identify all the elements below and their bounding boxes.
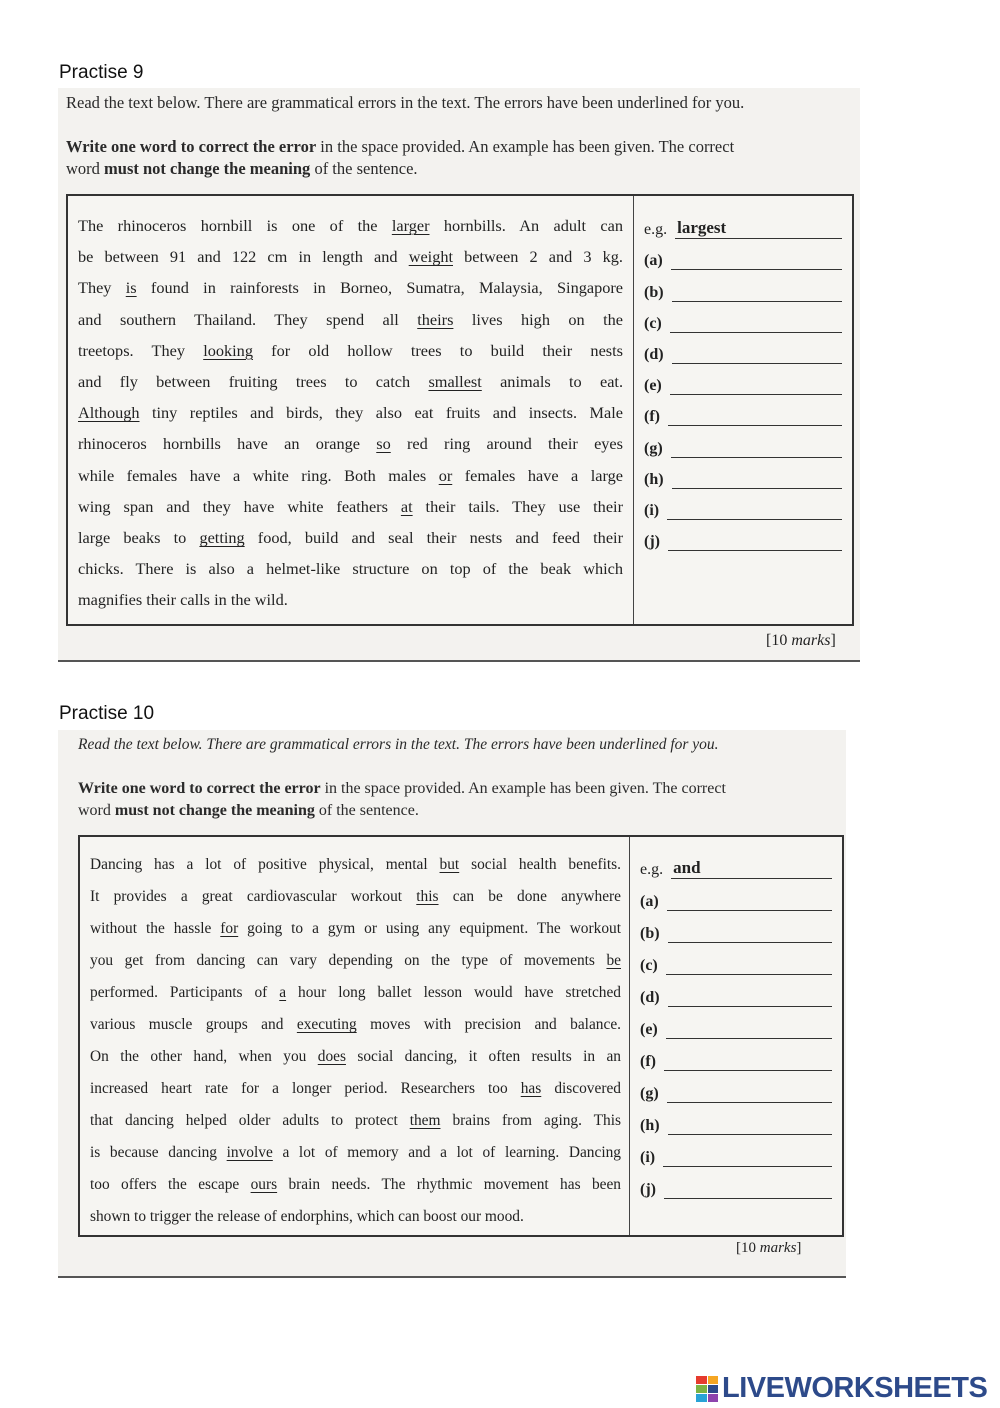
- answer-blank[interactable]: [670, 314, 842, 333]
- answer-blank[interactable]: [668, 407, 842, 426]
- practise-9-answer-column: [634, 196, 852, 624]
- passage-line: [78, 397, 623, 428]
- liveworksheets-logo-icon: [696, 1376, 718, 1402]
- instruction-bold: must not change the meaning: [114, 802, 315, 819]
- passage-text: large beaks to: [78, 528, 200, 548]
- passage-text: rhinoceros hornbills have an orange: [78, 434, 377, 454]
- passage-text: without the hassle: [90, 920, 221, 937]
- passage-text: Dancing has a lot of positive physical, mental: [90, 856, 440, 873]
- underlined-error-word: at: [400, 496, 413, 516]
- underlined-error-word: them: [409, 1112, 441, 1129]
- answer-blank[interactable]: [671, 251, 842, 270]
- answer-blank[interactable]: [667, 892, 832, 911]
- passage-line: [78, 241, 623, 272]
- practise-9-exercise-box: [66, 194, 854, 626]
- answer-blank[interactable]: [666, 956, 832, 975]
- practise-9-heading: Practise 9: [59, 62, 144, 83]
- example-row: [644, 208, 842, 239]
- passage-line: [90, 913, 621, 945]
- passage-text: lives high on the: [453, 309, 623, 329]
- passage-text: chicks. There is also a helmet-like structure on top of the beak which: [78, 559, 623, 579]
- passage-line: [90, 1137, 621, 1169]
- liveworksheets-logo-text: LIVEWORKSHEETS: [722, 1372, 988, 1404]
- passage-line: [78, 584, 623, 615]
- underlined-error-word: does: [317, 1048, 346, 1065]
- underlined-error-word: a: [279, 984, 287, 1001]
- underlined-error-word: smallest: [428, 372, 482, 392]
- passage-text: and fly between fruiting trees to catch: [78, 372, 429, 392]
- answer-row-i: [640, 1135, 832, 1167]
- instruction-text: word: [78, 802, 115, 819]
- underlined-error-word: involve: [226, 1144, 273, 1161]
- passage-text: animals to eat.: [481, 372, 623, 392]
- answer-label: (a): [644, 252, 663, 270]
- liveworksheets-logo: [696, 1372, 987, 1405]
- practise-10-heading: Practise 10: [59, 703, 155, 724]
- logo-square: [708, 1385, 719, 1393]
- underlined-error-word: getting: [199, 528, 245, 548]
- answer-label: (e): [644, 377, 662, 395]
- passage-text: for old hollow trees to build their nests: [252, 340, 623, 360]
- logo-square: [696, 1385, 707, 1393]
- logo-square: [708, 1394, 719, 1402]
- passage-text: be between 91 and 122 cm in length and: [78, 247, 409, 267]
- answer-row-e: [644, 364, 842, 395]
- underlined-error-word: but: [439, 856, 460, 873]
- example-answer: largest: [675, 220, 842, 239]
- passage-text: while females have a white ring. Both males: [78, 465, 439, 485]
- answer-row-a: [640, 879, 832, 911]
- passage-line: [90, 1105, 621, 1137]
- practise-9-bottom-rule: [58, 660, 860, 662]
- answer-row-e: [640, 1007, 832, 1039]
- underlined-error-word: executing: [296, 1016, 357, 1033]
- passage-text: performed. Participants of: [90, 984, 280, 1001]
- passage-text: wing span and they have white feathers: [78, 496, 401, 516]
- underlined-error-word: larger: [391, 216, 430, 235]
- underlined-error-word: looking: [203, 340, 253, 360]
- passage-text: females have a large: [452, 465, 623, 485]
- instruction-text: of the sentence.: [314, 802, 419, 819]
- underlined-error-word: theirs: [417, 309, 454, 329]
- passage-text: you get from dancing can vary depending on the type of movements: [90, 952, 607, 969]
- answer-label: (f): [640, 1053, 656, 1070]
- practise-10-instruction-1: Read the text below. There are grammatical errors in the text. The errors have been underlined for you.: [78, 736, 719, 753]
- passage-line: [78, 272, 623, 303]
- passage-text: magnifies their calls in the wild.: [78, 590, 288, 610]
- answer-blank[interactable]: [672, 283, 842, 302]
- instruction-bold: Write one word to correct the error: [66, 137, 317, 156]
- passage-text: going to a gym or using any equipment. The workout: [238, 920, 621, 937]
- answer-row-b: [640, 911, 832, 943]
- logo-square: [708, 1376, 719, 1384]
- marks-text: [10: [766, 632, 792, 649]
- passage-text: too offers the escape: [90, 1176, 251, 1193]
- practise-10-answer-column: [630, 837, 842, 1235]
- answer-row-j: [644, 520, 842, 551]
- practise-10-exercise-box: [78, 835, 844, 1237]
- passage-text: increased heart rate for a longer period. Researchers too: [90, 1080, 521, 1097]
- answer-blank[interactable]: [672, 345, 842, 364]
- answer-label: (j): [640, 1181, 656, 1198]
- answer-label: (d): [640, 989, 660, 1006]
- answer-row-c: [640, 943, 832, 975]
- instruction-text: of the sentence.: [310, 159, 418, 178]
- answer-row-f: [644, 395, 842, 426]
- answer-blank[interactable]: [668, 988, 832, 1007]
- answer-row-i: [644, 489, 842, 520]
- passage-line: [90, 945, 621, 977]
- practise-10-instruction-2: [78, 778, 838, 822]
- marks-word: marks: [759, 1240, 797, 1256]
- answer-row-g: [640, 1071, 832, 1103]
- underlined-error-word: weight: [408, 247, 453, 267]
- answer-blank[interactable]: [667, 1084, 832, 1103]
- passage-text: found in rainforests in Borneo, Sumatra, Malaysia, Singapore: [136, 278, 623, 298]
- practise-9-marks: [766, 632, 836, 650]
- passage-text: treetops. They: [78, 340, 204, 360]
- example-row: [640, 847, 832, 879]
- answer-label: (e): [640, 1021, 658, 1038]
- passage-text: hornbills. An adult can: [429, 216, 623, 235]
- passage-text: food, build and seal their nests and feed their: [244, 528, 623, 548]
- example-answer: and: [671, 860, 832, 879]
- answer-blank[interactable]: [663, 1148, 832, 1167]
- answer-row-d: [644, 333, 842, 364]
- passage-line: [78, 366, 623, 397]
- passage-line: [90, 977, 621, 1009]
- passage-text: tiny reptiles and birds, they also eat fruits and insects. Male: [139, 403, 623, 423]
- passage-text: their tails. They use their: [412, 496, 623, 516]
- practise-10-passage: [80, 837, 630, 1235]
- underlined-error-word: this: [416, 888, 439, 905]
- answer-label: (c): [640, 957, 658, 974]
- underlined-error-word: has: [520, 1080, 542, 1097]
- passage-line: [78, 335, 623, 366]
- answer-label: (g): [644, 439, 663, 457]
- instruction-text: in the space provided. An example has been given. The correct: [316, 137, 735, 156]
- passage-text: shown to trigger the release of endorphins, which can boost our mood.: [90, 1208, 524, 1225]
- answer-row-c: [644, 302, 842, 333]
- passage-text: between 2 and 3 kg.: [453, 247, 623, 267]
- answer-row-g: [644, 426, 842, 457]
- answer-label: e.g.: [644, 221, 668, 239]
- practise-9-instruction-1: Read the text below. There are grammatical errors in the text. The errors have been underlined for you.: [66, 93, 745, 112]
- underlined-error-word: for: [220, 920, 239, 937]
- passage-line: [78, 304, 623, 335]
- answer-blank[interactable]: [667, 501, 842, 520]
- practise-10-marks: [736, 1240, 801, 1257]
- answer-row-j: [640, 1167, 832, 1199]
- underlined-error-word: so: [376, 434, 391, 454]
- answer-label: (a): [640, 893, 659, 910]
- passage-text: is because dancing: [90, 1144, 227, 1161]
- answer-row-a: [644, 239, 842, 270]
- passage-line: [78, 491, 623, 522]
- answer-blank[interactable]: [668, 924, 832, 943]
- instruction-bold: must not change the meaning: [104, 159, 311, 178]
- answer-blank[interactable]: [666, 1020, 832, 1039]
- passage-text: discovered: [541, 1080, 621, 1097]
- answer-row-f: [640, 1039, 832, 1071]
- practise-10-bottom-rule: [58, 1276, 846, 1278]
- practise-9-instruction-2: [66, 136, 856, 180]
- answer-label: (c): [644, 314, 662, 332]
- instruction-text: in the space provided. An example has been given. The correct: [320, 780, 726, 797]
- answer-blank[interactable]: [671, 439, 842, 458]
- answer-blank[interactable]: [668, 1116, 832, 1135]
- marks-text: ]: [796, 1240, 802, 1256]
- marks-text: ]: [830, 632, 836, 649]
- passage-text: and southern Thailand. They spend all: [78, 309, 418, 329]
- answer-label: (b): [640, 925, 660, 942]
- passage-line: [78, 522, 623, 553]
- answer-label: (h): [644, 470, 664, 488]
- underlined-error-word: ours: [250, 1176, 278, 1193]
- answer-row-h: [644, 458, 842, 489]
- answer-label: (f): [644, 408, 660, 426]
- answer-label: (i): [640, 1149, 656, 1166]
- passage-line: [78, 553, 623, 584]
- answer-blank[interactable]: [670, 376, 842, 395]
- passage-text: The rhinoceros hornbill is one of the: [78, 216, 392, 235]
- passage-line: [90, 1201, 621, 1233]
- passage-text: a lot of memory and a lot of learning. Dancing: [272, 1144, 621, 1161]
- answer-label: (h): [640, 1117, 660, 1134]
- answer-label: (d): [644, 345, 664, 363]
- passage-line: [90, 1041, 621, 1073]
- instruction-bold: Write one word to correct the error: [78, 780, 321, 797]
- answer-row-b: [644, 270, 842, 301]
- answer-label: e.g.: [640, 861, 664, 878]
- passage-text: social health benefits.: [459, 856, 621, 873]
- answer-blank[interactable]: [672, 470, 842, 489]
- marks-word: marks: [791, 632, 831, 649]
- answer-row-h: [640, 1103, 832, 1135]
- passage-line: [90, 1009, 621, 1041]
- passage-line: [90, 881, 621, 913]
- passage-text: brain needs. The rhythmic movement has been: [277, 1176, 621, 1193]
- passage-text: that dancing helped older adults to protect: [90, 1112, 410, 1129]
- underlined-error-word: or: [438, 465, 453, 485]
- answer-blank[interactable]: [664, 1052, 832, 1071]
- answer-row-d: [640, 975, 832, 1007]
- answer-label: (i): [644, 501, 660, 519]
- underlined-error-word: Although: [78, 403, 140, 423]
- passage-text: various muscle groups and: [90, 1016, 297, 1033]
- passage-text: brains from aging. This: [440, 1112, 621, 1129]
- passage-text: red ring around their eyes: [390, 434, 623, 454]
- passage-line: [90, 1073, 621, 1105]
- passage-text: hour long ballet lesson would have stretched: [286, 984, 621, 1001]
- passage-line: [78, 210, 623, 241]
- logo-square: [696, 1376, 707, 1384]
- answer-blank[interactable]: [664, 1180, 832, 1199]
- passage-text: moves with precision and balance.: [356, 1016, 621, 1033]
- passage-text: They: [78, 278, 126, 298]
- passage-line: [90, 849, 621, 881]
- underlined-error-word: be: [606, 952, 621, 969]
- instruction-text: word: [66, 159, 105, 178]
- passage-line: [78, 428, 623, 459]
- practise-9-passage: [68, 196, 634, 624]
- passage-text: It provides a great cardiovascular workout: [90, 888, 417, 905]
- answer-label: (g): [640, 1085, 659, 1102]
- answer-blank[interactable]: [668, 532, 842, 551]
- passage-line: [90, 1169, 621, 1201]
- passage-text: On the other hand, when you: [90, 1048, 318, 1065]
- passage-text: social dancing, it often results in an: [345, 1048, 621, 1065]
- marks-text: [10: [736, 1240, 760, 1256]
- passage-text: can be done anywhere: [438, 888, 621, 905]
- passage-line: [78, 460, 623, 491]
- answer-label: (j): [644, 533, 660, 551]
- answer-label: (b): [644, 283, 664, 301]
- logo-square: [696, 1394, 707, 1402]
- underlined-error-word: is: [125, 278, 137, 298]
